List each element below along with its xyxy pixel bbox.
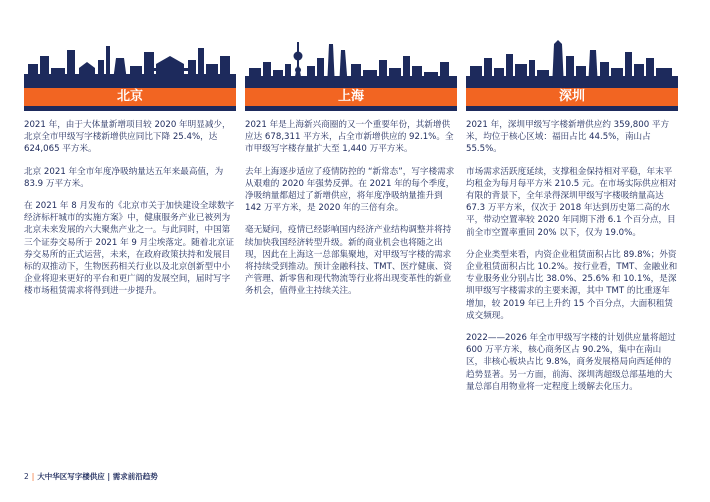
city-banner-shanghai: 上海: [245, 87, 457, 106]
paragraph: 分企业类型来看，内资企业租赁面积占比 89.8%；外资企业租赁面积占比 10.2%。按行业看，TMT、金融业和专业服务业分别占比 38.0%、25.6% 和 10.1%，是深圳甲级写字楼需求的主要来源，其中 TMT 的比重逐年增加，较 2019 年已上升约 15 个百分点，大面积租赁成交频现。: [466, 249, 678, 321]
footer-title: 大中华区写字楼供应 | 需求前沿趋势: [37, 472, 158, 481]
paragraph: 去年上海逐步适应了疫情防控的 “新常态”，写字楼需求从艰难的 2020 年强势反弹。在 2021 年的每个季度，净吸纳量都超过了新增供应，将年度净吸纳量推升到 142 万平方米，是 2020 年的三倍有余。: [245, 166, 455, 214]
banner-rule: [24, 106, 236, 111]
column-beijing: [24, 38, 236, 308]
paragraph: 在 2021 年 8 月发布的《北京市关于加快建设全球数字经济标杆城市的实施方案》中，健康服务产业已被列为北京未来发展的六大聚焦产业之一。与此同时，中国第三个证券交易所于 2021 年 9 月尘埃落定。随着北京证券交易所的正式运营，未来，在政府政策扶持和发展目标的双推动下，生物医药相关行业以及北京创新型中小企业将迎来更好的平台和更广阔的发展空间，届时写字楼市场租赁需求将得到进一步提升。: [24, 201, 235, 297]
shenzhen-text: [466, 119, 678, 393]
page-footer: [24, 471, 158, 482]
banner-rule: [466, 106, 678, 111]
page-number: 2: [24, 472, 29, 481]
city-banner-shenzhen: 深圳: [466, 87, 678, 106]
shenzhen-skyline-icon: [466, 38, 678, 88]
city-banner-beijing: 北京: [24, 87, 236, 106]
paragraph: 2021 年，由于大体量新增项目较 2020 年明显减少，北京全市甲级写字楼新增供应同比下降 25.4%，达 624,065 平方米。: [24, 120, 231, 155]
column-shanghai: [245, 38, 457, 308]
shanghai-text: [245, 119, 457, 298]
beijing-text: [24, 119, 236, 298]
footer-separator: |: [31, 472, 35, 481]
paragraph: 北京 2021 年全市年度净吸纳量达五年来最高值，为 83.9 万平方米。: [24, 166, 224, 189]
banner-rule: [245, 106, 457, 111]
paragraph: 2022——2026 年全市甲级写字楼的计划供应量将超过 600 万平方米，核心商务区占 90.2%，集中在南山区，非核心板块占比 9.8%，商务发展格局向西延伸的趋势显著。另一方面，前海、深圳湾超级总部基地的大量总部自用物业将一定程度上缓解去化压力。: [466, 333, 676, 392]
column-shenzhen: [466, 38, 678, 403]
paragraph: 毫无疑问，疫情已经影响国内经济产业结构调整并将持续加快我国经济转型升级。新的商业机会也将随之出现，因此在上海这一总部集聚地，对甲级写字楼的需求将持续受到推动。预计金融科技、TMT、医疗健康、资产管理、新零售和现代物流等行业将出现变革性的新业务机会，值得业主持续关注。: [245, 225, 452, 297]
paragraph: 市场需求活跃度延续，支撑租金保持相对平稳，年末平均租金为每月每平方米 210.5 元。在市场实际供应相对有限的背景下，全年录得深圳甲级写字楼吸纳量高达 67.3 万平方米，仅次于 2018 年达到历史第二高的水平，带动空置率较 2020 年同期下滑 6.1 个百分点，目前全市空置率重回 20% 以下，仅为 19.0%。: [466, 166, 677, 238]
paragraph: 2021 年是上海新兴商圈的又一个重要年份，其新增供应达 678,311 平方米，占全市新增供应的 92.1%。全市甲级写字楼存量扩大至 1,440 万平方米。: [245, 120, 454, 155]
shanghai-skyline-icon: [245, 38, 457, 88]
paragraph: 2021 年，深圳甲级写字楼新增供应约 359,800 平方米，均位于核心区域：福田占比 44.5%，南山占 55.5%。: [466, 120, 670, 155]
beijing-skyline-icon: [24, 38, 236, 88]
